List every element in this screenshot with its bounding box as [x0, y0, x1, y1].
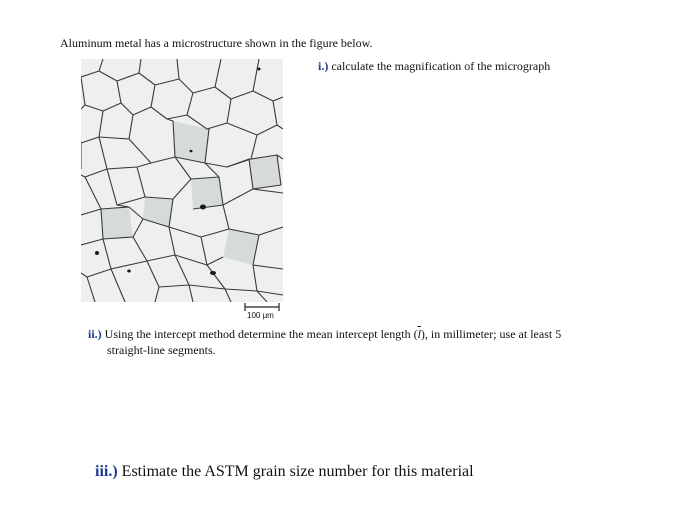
question-3 [95, 463, 474, 481]
scale-bar-label: 100 μm [247, 311, 274, 320]
question-3-label: iii.) [95, 463, 118, 480]
question-1-text: calculate the magnification of the micrograph [331, 59, 551, 73]
question-2 [88, 326, 633, 358]
question-2-text-continued: straight-line segments. [107, 343, 216, 357]
question-2-label: ii.) [88, 327, 102, 341]
question-1-label: i.) [318, 59, 329, 73]
micrograph-image [81, 59, 283, 302]
mean-intercept-symbol: $\overline{l}$ [417, 327, 421, 341]
question-3-text: Estimate the ASTM grain size number for this material [121, 463, 474, 480]
question-2-text-before: Using the intercept method determine the mean intercept length ( [104, 327, 418, 341]
intro-text: Aluminum metal has a microstructure shown in the figure below. [60, 36, 373, 50]
question-2-text-after: ), in millimeter; use at least 5 [420, 327, 562, 341]
question-1 [318, 59, 550, 74]
